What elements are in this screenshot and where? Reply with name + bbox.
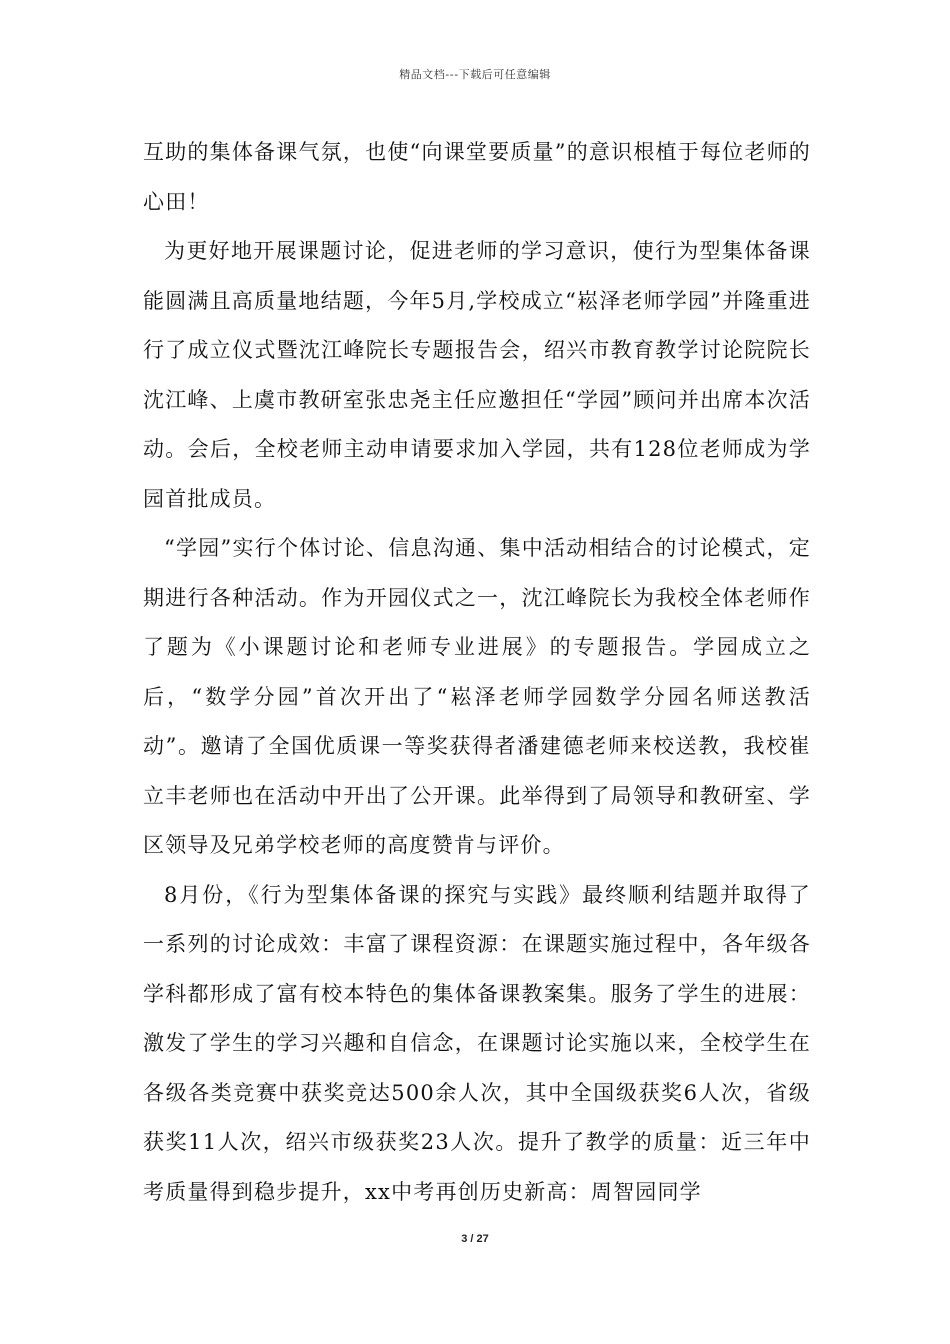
document-body [143, 128, 811, 1217]
page-header: 精品文档---下载后可任意编辑 [399, 68, 551, 81]
paragraph-3: “学园”实行个体讨论、信息沟通、集中活动相结合的讨论模式，定期进行各种活动。作为开园仪式之一，沈江峰院长为我校全体老师作了题为《小课题讨论和老师专业进展》的专题报告。学园成立之后，“数学分园”首次开出了“崧泽老师学园数学分园名师送教活动”。邀请了全国优质课一等奖获得者潘建德老师来校送教，我校崔立丰老师也在活动中开出了公开课。此举得到了局领导和教研室、学区领导及兄弟学校老师的高度赞肯与评价。 [143, 536, 811, 857]
paragraph-4: 8月份，《行为型集体备课的探究与实践》最终顺利结题并取得了一系列的讨论成效：丰富了课程资源：在课题实施过程中，各年级各学科都形成了富有校本特色的集体备课教案集。服务了学生的进展：激发了学生的学习兴趣和自信念，在课题讨论实施以来，全校学生在各级各类竞赛中获奖竞达500余人次，其中全国级获奖6人次，省级获奖11人次，绍兴市级获奖23人次。提升了教学的质量：近三年中考质量得到稳步提升，xx中考再创历史新高：周智园同学 [143, 882, 811, 1204]
paragraph-1: 互助的集体备课气氛，也使“向课堂要质量”的意识根植于每位老师的心田！ [143, 140, 811, 214]
paragraph-2: 为更好地开展课题讨论，促进老师的学习意识，使行为型集体备课能圆满且高质量地结题，今年5月,学校成立“崧泽老师学园”并隆重进行了成立仪式暨沈江峰院长专题报告会，绍兴市教育教学讨论院院长沈江峰、上虞市教研室张忠尧主任应邀担任“学园”顾问并出席本次活动。会后，全校老师主动申请要求加入学园，共有128位老师成为学园首批成员。 [143, 239, 811, 511]
page-number: 3 / 27 [461, 1233, 489, 1245]
